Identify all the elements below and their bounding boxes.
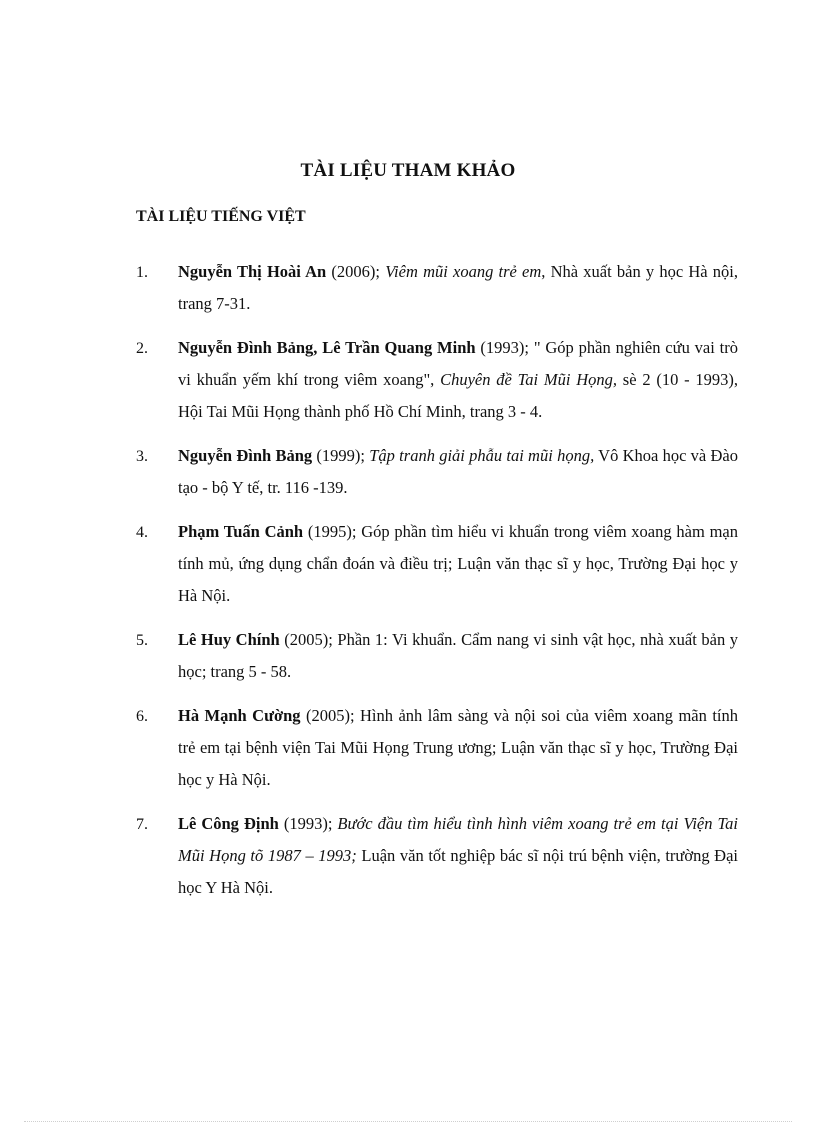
reference-item [0,256,816,320]
reference-author: Nguyễn Đình Bảng [178,446,313,465]
reference-item [0,440,816,504]
page-bottom-divider [24,1121,792,1122]
reference-number: 1. [136,264,148,281]
section-title: TÀI LIỆU TIẾNG VIỆT [136,208,306,225]
reference-tail: , Nhà xuất bản y học Hà nội, trang 7-31. [178,262,738,313]
reference-number: 2. [136,340,148,357]
reference-author: Phạm Tuấn Cảnh [178,522,304,541]
reference-item [0,624,816,688]
reference-body: (2005); Hình ảnh lâm sàng và nội soi của viêm xoang mãn tính trẻ em tại bệnh viện Tai Mũi Họng Trung ương; Luận văn thạc sĩ y học, Trường Đại học y Hà Nội. [178,706,738,789]
reference-body: (1999); [312,446,370,465]
reference-body: (2005); Phần 1: Vi khuẩn. Cẩm nang vi sinh vật học, nhà xuất bản y học; trang 5 - 58. [178,630,738,681]
reference-body: (1993); " Góp phần nghiên cứu vai trò vi khuẩn yếm khí trong viêm xoang", [178,338,738,389]
reference-number: 7. [136,816,148,833]
reference-title: Bước đầu tìm hiểu tình hình viêm xoang trẻ em tại Viện Tai Mũi Họng tõ 1987 – 1993; [178,814,739,865]
reference-text [178,700,738,796]
reference-text [178,440,738,504]
reference-tail: sè 2 (10 - 1993), Hội Tai Mũi Họng thành phố Hồ Chí Minh, trang 3 - 4. [178,370,739,421]
reference-item [0,332,816,428]
reference-number: 3. [136,448,148,465]
reference-text [178,808,738,904]
reference-author: Nguyễn Thị Hoài An [178,262,327,281]
reference-body: (2006); [326,262,386,281]
reference-number: 6. [136,708,148,725]
reference-author: Lê Huy Chính [178,630,280,649]
reference-author: Hà Mạnh Cường [178,706,301,725]
reference-number: 5. [136,632,148,649]
page-title: TÀI LIỆU THAM KHẢO [300,160,516,181]
reference-list [0,256,816,916]
reference-body: (1993); [278,814,338,833]
reference-text [178,256,738,320]
reference-author: Nguyễn Đình Bảng, Lê Trần Quang Minh [178,338,476,357]
reference-title: Tập tranh giải phẫu tai mũi họng, [369,446,595,465]
reference-tail: Vô Khoa học và Đào tạo - bộ Y tế, tr. 116 -139. [178,446,738,497]
reference-title: Viêm mũi xoang trẻ em [385,262,542,281]
reference-text [178,332,738,428]
reference-text [178,624,738,688]
reference-item [0,700,816,796]
reference-author: Lê Công Định [178,814,279,833]
reference-tail: Luận văn tốt nghiệp bác sĩ nội trú bệnh viện, trường Đại học Y Hà Nội. [178,846,739,897]
reference-item [0,808,816,904]
reference-text [178,516,738,612]
reference-item [0,516,816,612]
reference-title: Chuyên đề Tai Mũi Họng, [440,370,618,389]
reference-body: (1995); Góp phần tìm hiểu vi khuẩn trong viêm xoang hàm mạn tính mủ, ứng dụng chẩn đoán và điều trị; Luận văn thạc sĩ y học, Trường Đại học y Hà Nội. [178,522,738,605]
reference-number: 4. [136,524,148,541]
